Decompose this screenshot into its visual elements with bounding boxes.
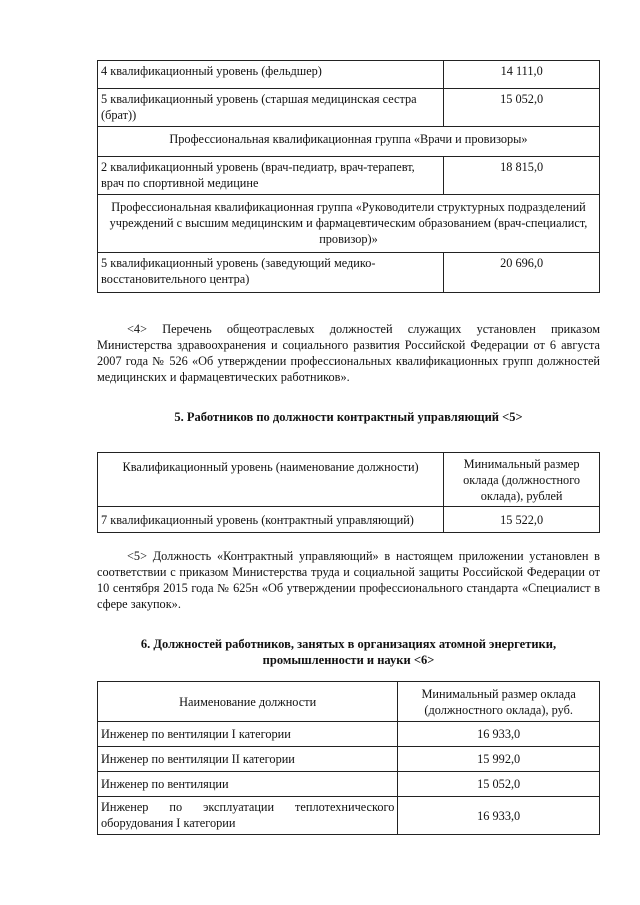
position-cell: 5 квалификационный уровень (заведующий медико-восстановительного центра) bbox=[98, 253, 444, 293]
salary-cell: 18 815,0 bbox=[444, 157, 600, 195]
salary-cell: 16 933,0 bbox=[398, 722, 600, 747]
salary-cell: 15 052,0 bbox=[398, 772, 600, 797]
position-cell: 5 квалификационный уровень (старшая медицинская сестра (брат)) bbox=[98, 89, 444, 127]
position-cell: Инженер по эксплуатации теплотехнического оборудования I категории bbox=[98, 797, 398, 835]
section-6-heading-line1: 6. Должностей работников, занятых в организациях атомной энергетики, bbox=[140, 637, 557, 651]
qualification-table-medical bbox=[97, 60, 600, 293]
footnote-5: <5> Должность «Контрактный управляющий» в настоящем приложении установлен в соответствии с приказом Министерства труда и социальной защиты Российской Федерации от 10 сентября 2015 года № 625н «Об утверждении профессионального стандарта «Специалист в сфере закупок». bbox=[97, 549, 600, 611]
column-header-salary: Минимальный размер оклада (должностного оклада), руб. bbox=[398, 682, 600, 722]
footnote-4: <4> Перечень общеотраслевых должностей служащих установлен приказом Министерства здравоохранения и социального развития Российской Федерации от 6 августа 2007 года № 526 «Об утверждении профессиональных квалификационных групп должностей медицинских и фармацевтических работников». bbox=[97, 322, 600, 384]
position-cell: Инженер по вентиляции bbox=[98, 772, 398, 797]
section-6-heading bbox=[97, 636, 600, 668]
qualification-table-contract-manager bbox=[97, 452, 600, 533]
table-row bbox=[98, 157, 600, 195]
positions-table-nuclear bbox=[97, 681, 600, 835]
salary-cell: 16 933,0 bbox=[398, 797, 600, 835]
position-cell: 2 квалификационный уровень (врач-педиатр, врач-терапевт, врач по спортивной медицине bbox=[98, 157, 444, 195]
table-row bbox=[98, 747, 600, 772]
position-cell: 4 квалификационный уровень (фельдшер) bbox=[98, 61, 444, 89]
table-row bbox=[98, 253, 600, 293]
salary-cell: 15 522,0 bbox=[444, 507, 600, 533]
table-row bbox=[98, 722, 600, 747]
position-cell: Инженер по вентиляции I категории bbox=[98, 722, 398, 747]
column-header-salary: Минимальный размер оклада (должностного оклада), рублей bbox=[444, 453, 600, 507]
salary-cell: 15 992,0 bbox=[398, 747, 600, 772]
table-row bbox=[98, 797, 600, 835]
salary-cell: 15 052,0 bbox=[444, 89, 600, 127]
group-title: Профессиональная квалификационная группа «Врачи и провизоры» bbox=[98, 127, 600, 157]
position-cell: Инженер по вентиляции II категории bbox=[98, 747, 398, 772]
column-header-position: Квалификационный уровень (наименование должности) bbox=[98, 453, 444, 507]
table-row bbox=[98, 89, 600, 127]
salary-cell: 14 111,0 bbox=[444, 61, 600, 89]
table-header-row bbox=[98, 453, 600, 507]
table-header-row bbox=[98, 682, 600, 722]
table-row bbox=[98, 507, 600, 533]
position-cell: 7 квалификационный уровень (контрактный управляющий) bbox=[98, 507, 444, 533]
salary-cell: 20 696,0 bbox=[444, 253, 600, 293]
table-row bbox=[98, 61, 600, 89]
column-header-position: Наименование должности bbox=[98, 682, 398, 722]
table-row bbox=[98, 772, 600, 797]
section-5-heading: 5. Работников по должности контрактный управляющий <5> bbox=[174, 410, 523, 424]
section-6-heading-line2: промышленности и науки <6> bbox=[262, 653, 435, 667]
group-row bbox=[98, 195, 600, 253]
group-row bbox=[98, 127, 600, 157]
group-title: Профессиональная квалификационная группа «Руководители структурных подразделений учреждений с высшим медицинским и фармацевтическим образованием (врач-специалист, провизор)» bbox=[98, 195, 600, 253]
